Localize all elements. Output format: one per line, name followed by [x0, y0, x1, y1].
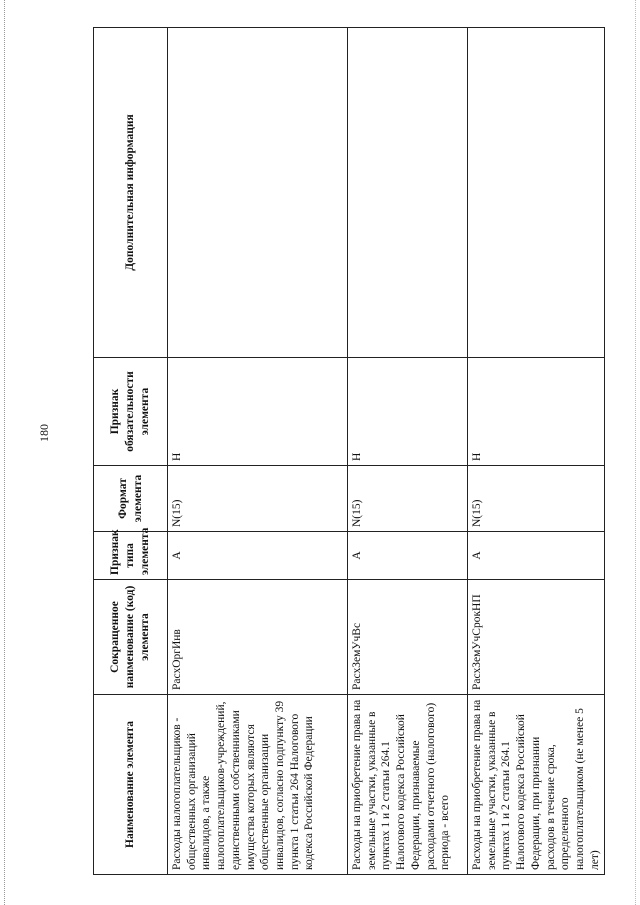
- cell-required: Н: [348, 358, 468, 466]
- elements-table: [93, 27, 605, 875]
- header-name: Наименование элемента: [94, 695, 168, 875]
- cell-short-name: РасхОргИнв: [168, 580, 348, 695]
- cell-type: А: [468, 532, 605, 580]
- cell-name: Расходы на приобретение права на земельные участки, указанные в пунктах 1 и 2 статьи 264.1 Налогового кодекса Российской Федерации, при признании расходов в течение срока, определенного налогоплательщиком (не менее 5 лет): [468, 695, 605, 875]
- rotated-table-container: [93, 27, 601, 875]
- cell-name: Расходы на приобретение права на земельные участки, указанные в пунктах 1 и 2 статьи 264.1 Налогового кодекса Российской Федерации, признаваемые расходами отчетного (налогового) периода - всего: [348, 695, 468, 875]
- cell-required: Н: [168, 358, 348, 466]
- table-row: [468, 28, 605, 875]
- cell-type: А: [348, 532, 468, 580]
- header-info: Дополнительная информация: [94, 28, 168, 358]
- cell-format: N(15): [468, 466, 605, 532]
- table-row: [168, 28, 348, 875]
- cell-info: [168, 28, 348, 358]
- right-margin-edge: [635, 0, 640, 905]
- page-number: 180: [37, 424, 51, 442]
- cell-short-name: РасхЗемУчВс: [348, 580, 468, 695]
- table-row: [348, 28, 468, 875]
- cell-info: [348, 28, 468, 358]
- header-format: Формат элемента: [94, 466, 168, 532]
- header-type: Признак типа элемента: [94, 532, 168, 580]
- cell-type: А: [168, 532, 348, 580]
- cell-required: Н: [468, 358, 605, 466]
- cell-short-name: РасхЗемУчСрокНП: [468, 580, 605, 695]
- cell-info: [468, 28, 605, 358]
- header-short-name: Сокращенное наименование (код) элемента: [94, 580, 168, 695]
- cell-name: Расходы налогоплательщиков - общественных организаций инвалидов, а также налогоплательщиков-учреждений, единственными собственниками имущества которых являются общественные организации инвалидов, согласно подпункту 39 пункта 1 статьи 264 Налогового кодекса Российской Федерации: [168, 695, 348, 875]
- left-margin-edge: [0, 0, 5, 905]
- header-required: Признак обязательности элемента: [94, 358, 168, 466]
- table-header-row: [94, 28, 168, 875]
- cell-format: N(15): [168, 466, 348, 532]
- cell-format: N(15): [348, 466, 468, 532]
